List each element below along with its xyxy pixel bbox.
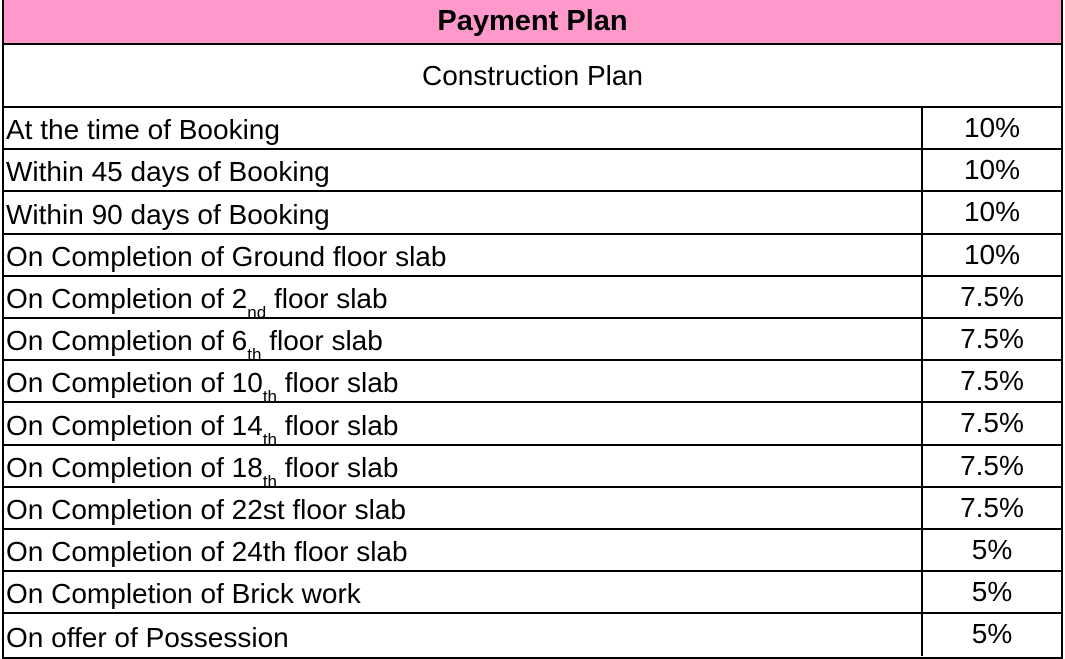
stage-text: On Completion of 22st floor slab	[6, 493, 406, 525]
stage-cell	[4, 488, 923, 528]
stage-cell	[4, 530, 923, 570]
stage-text: On Completion of 24th floor slab	[6, 536, 408, 568]
table-row	[4, 192, 1061, 234]
table-row	[4, 150, 1061, 192]
table-row	[4, 530, 1061, 572]
percent-cell: 7.5%	[960, 322, 1024, 354]
table-body	[2, 108, 1063, 659]
table-subtitle: Construction Plan	[2, 45, 1063, 108]
stage-text: On Completion of Brick work	[6, 578, 361, 610]
stage-cell	[4, 572, 923, 612]
percent-cell: 10%	[963, 196, 1021, 228]
stage-text: On Completion of 6	[6, 325, 248, 357]
stage-text: Within 45 days of Booking	[6, 156, 330, 188]
stage-text: On Completion of 18	[6, 451, 263, 483]
stage-cell: On Completion of 2 nd floor slab	[4, 277, 923, 317]
percent-cell: 7.5%	[960, 365, 1024, 397]
stage-text-end: floor slab	[266, 282, 388, 314]
stage-cell: On Completion of 14 th floor slab	[4, 403, 923, 443]
stage-cell: On Completion of 6 th floor slab	[4, 319, 923, 359]
stage-cell	[4, 192, 923, 232]
percent-cell: 5%	[971, 576, 1013, 608]
stage-cell	[4, 108, 923, 148]
table-row	[4, 108, 1061, 150]
table-row	[4, 319, 1061, 365]
table-row	[4, 446, 1061, 491]
table-row	[4, 361, 1061, 407]
stage-text-end: floor slab	[261, 325, 383, 357]
stage-text: On Completion of 2	[6, 282, 248, 314]
table-row	[4, 488, 1061, 530]
stage-text: Within 90 days of Booking	[6, 198, 330, 230]
table-row	[4, 614, 1061, 656]
stage-text: On Completion of 14	[6, 409, 263, 441]
stage-text-end: floor slab	[277, 409, 399, 441]
table-row	[4, 403, 1061, 449]
stage-text: On offer of Possession	[6, 622, 289, 654]
percent-cell: 7.5%	[960, 407, 1024, 439]
percent-cell: 10%	[963, 154, 1021, 186]
table-row	[4, 572, 1061, 614]
table-title: Payment Plan	[2, 0, 1063, 45]
stage-cell: On Completion of 18 th floor slab	[4, 446, 923, 486]
table-row	[4, 235, 1061, 277]
table-row	[4, 277, 1061, 322]
stage-cell	[4, 614, 923, 656]
stage-text: On Completion of Ground floor slab	[6, 240, 447, 272]
percent-cell: 10%	[963, 112, 1021, 143]
stage-text: At the time of Booking	[6, 114, 280, 146]
percent-cell: 5%	[971, 533, 1013, 565]
percent-cell: 5%	[971, 618, 1013, 650]
stage-text-end: floor slab	[277, 367, 399, 399]
stage-text: On Completion of 10	[6, 367, 263, 399]
percent-cell: 7.5%	[960, 449, 1024, 481]
percent-cell: 7.5%	[960, 280, 1024, 312]
percent-cell: 7.5%	[960, 491, 1024, 523]
stage-text-end: floor slab	[277, 451, 399, 483]
stage-cell	[4, 150, 923, 190]
percent-cell: 10%	[963, 238, 1021, 270]
stage-cell	[4, 235, 923, 275]
stage-cell: On Completion of 10 th floor slab	[4, 361, 923, 401]
